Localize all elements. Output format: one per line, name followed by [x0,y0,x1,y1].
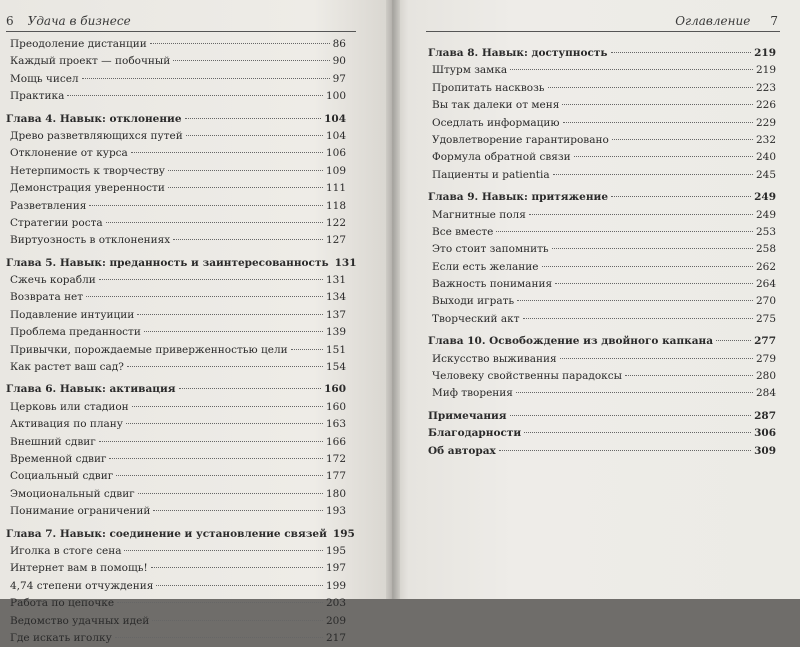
toc-section-entry [428,368,776,385]
toc-dot-leader [552,248,753,249]
toc-entry-page: 131 [334,256,357,269]
toc-section-entry [6,71,346,88]
toc-entry-title: Глава 7. Навык: соединение и установление связей [6,527,327,540]
toc-entry-page: 199 [325,579,346,592]
toc-section-entry [6,88,346,105]
toc-entry-page: 279 [755,352,776,365]
toc-entry-title: Глава 9. Навык: притяжение [428,191,609,204]
toc-entry-page: 229 [755,116,776,129]
toc-entry-page: 277 [754,335,776,348]
toc-section-entry [6,434,346,451]
toc-dot-leader [562,104,753,105]
toc-chapter-entry [428,408,776,425]
toc-dot-leader [499,450,751,451]
toc-section-entry [6,53,346,70]
toc-entry-page: 245 [755,168,776,181]
toc-dot-leader [524,432,751,433]
toc-entry-page: 280 [755,370,776,383]
toc-chapter-entry [428,189,776,206]
toc-entry-title: Преодоление дистанции [10,38,147,50]
toc-section-entry [428,293,776,310]
toc-section-entry [6,145,346,162]
toc-dot-leader [115,637,323,638]
toc-section-entry [6,630,346,647]
toc-entry-page: 97 [332,72,346,85]
toc-entry-title: Ведомство удачных идей [10,614,150,627]
toc-entry-page: 306 [754,427,776,440]
toc-dot-leader [109,458,323,459]
toc-dot-leader [138,493,323,494]
toc-entry-page: 104 [325,129,346,142]
toc-section-entry [428,80,776,97]
toc-dot-leader [86,296,323,297]
toc-entry-title: Привычки, порождаемые приверженностью цели [10,343,288,356]
toc-section-entry [6,359,346,376]
toc-section-entry [428,97,776,114]
toc-section-entry [428,241,776,258]
toc-entry-title: Важность понимания [432,278,553,291]
toc-section-entry [6,128,346,145]
toc-section-entry [428,149,776,166]
toc-entry-page: 284 [755,387,776,400]
toc-entry-page: 151 [325,343,346,356]
toc-dot-leader [173,239,323,240]
toc-entry-page: 270 [755,295,776,308]
toc-dot-leader [153,510,323,511]
right-page [392,0,800,599]
toc-chapter-entry [428,333,776,350]
toc-chapter-entry [6,526,355,543]
toc-entry-page: 86 [332,38,346,50]
toc-section-entry [428,311,776,328]
toc-entry-title: Понимание ограничений [10,505,151,518]
toc-section-entry [6,486,346,503]
toc-entry-title: Разветвления [10,199,87,212]
toc-entry-page: 219 [754,47,776,59]
toc-entry-page: 219 [755,64,776,77]
toc-entry-title: Благодарности [428,427,522,440]
toc-entry-page: 177 [325,470,346,483]
toc-chapter-entry [6,111,346,128]
toc-backmatter-entry [428,425,776,442]
toc-entry-page: 197 [325,562,346,575]
toc-entry-title: Стратегии роста [10,216,103,229]
toc-entry-page: 100 [325,90,346,103]
toc-entry-title: Глава 10. Освобождение из двойного капкана [428,335,714,348]
toc-entry-page: 163 [325,418,346,431]
toc-section-entry [6,503,346,520]
toc-dot-leader [132,406,323,407]
toc-entry-title: Сжечь корабли [10,274,96,287]
toc-dot-leader [82,78,330,79]
toc-entry-title: Возврата нет [10,291,84,304]
toc-entry-page: 264 [755,278,776,291]
toc-dot-leader [168,170,323,171]
toc-entry-title: Каждый проект — побочный [10,55,171,68]
toc-entry-page: 226 [755,99,776,112]
toc-entry-page: 203 [325,597,346,610]
toc-entry-page: 287 [754,409,776,422]
toc-entry-title: Формула обратной связи [432,151,571,164]
toc-entry-page: 209 [325,614,346,627]
toc-entry-page: 131 [325,274,346,287]
right-toc [428,40,776,460]
toc-entry-page: 309 [754,444,776,457]
toc-dot-leader [124,550,322,551]
right-running-title: Оглавление [675,14,751,28]
toc-entry-page: 137 [325,308,346,321]
toc-entry-page: 275 [755,312,776,325]
toc-dot-leader [150,43,330,44]
toc-entry-title: Штурм замка [432,64,508,77]
toc-entry-title: Выходи играть [432,295,515,308]
right-running-head [424,14,778,28]
toc-dot-leader [168,187,323,188]
toc-dot-leader [560,358,753,359]
toc-entry-title: Об авторах [428,444,496,457]
toc-entry-page: 195 [332,527,355,540]
toc-entry-page: 249 [755,208,776,221]
toc-dot-leader [156,585,323,586]
toc-dot-leader [611,52,752,53]
toc-section-entry [6,560,346,577]
toc-dot-leader [173,60,329,61]
toc-entry-page: 240 [755,151,776,164]
toc-dot-leader [548,87,753,88]
toc-entry-title: Активация по плану [10,418,123,431]
toc-entry-title: Как растет ваш сад? [10,361,124,374]
toc-entry-title: Эмоциональный сдвиг [10,487,135,500]
toc-entry-title: Подавление интуиции [10,308,135,321]
toc-section-entry [6,215,346,232]
toc-entry-page: 249 [754,191,776,204]
toc-section-entry [428,132,776,149]
toc-section-entry [428,259,776,276]
toc-section-entry [6,198,346,215]
toc-entry-title: Если есть желание [432,260,539,273]
toc-dot-leader [117,602,323,603]
toc-entry-page: 262 [755,260,776,273]
toc-section-entry [6,578,346,595]
toc-dot-leader [127,366,323,367]
toc-entry-title: Нетерпимость к творчеству [10,164,165,177]
toc-section-entry [6,272,346,289]
toc-dot-leader [625,375,753,376]
left-page [0,0,392,644]
toc-dot-leader [137,314,323,315]
toc-entry-title: Виртуозность в отклонениях [10,234,171,247]
toc-entry-page: 160 [325,400,346,413]
toc-entry-title: Творческий акт [432,312,520,325]
toc-dot-leader [612,139,753,140]
toc-entry-page: 118 [325,199,346,212]
toc-entry-page: 258 [755,243,776,256]
toc-section-entry [428,207,776,224]
toc-entry-title: 4,74 степени отчуждения [10,579,154,592]
toc-section-entry [6,399,346,416]
toc-entry-title: Интернет вам в помощь! [10,562,148,575]
right-header-rule [426,31,780,32]
toc-section-entry [6,468,346,485]
toc-section-entry [6,289,346,306]
toc-entry-page: 109 [325,164,346,177]
toc-dot-leader [529,214,753,215]
toc-entry-page: 232 [755,133,776,146]
toc-entry-page: 160 [324,383,346,396]
toc-dot-leader [510,415,752,416]
toc-dot-leader [542,266,753,267]
toc-dot-leader [126,423,323,424]
toc-entry-title: Иголка в стоге сена [10,544,122,557]
toc-chapter-entry [6,381,346,398]
toc-entry-page: 217 [325,631,346,644]
toc-dot-leader [131,152,323,153]
toc-entry-title: Практика [10,90,65,103]
toc-entry-title: Временной сдвиг [10,452,107,465]
toc-entry-page: 127 [325,234,346,247]
left-page-number: 6 [6,14,14,28]
toc-entry-page: 154 [325,361,346,374]
toc-entry-page: 180 [325,487,346,500]
toc-entry-page: 104 [324,112,346,125]
toc-dot-leader [179,388,322,389]
toc-dot-leader [116,475,323,476]
toc-entry-title: Примечания [428,409,507,422]
toc-section-entry [6,324,346,341]
left-running-head [6,14,372,28]
toc-dot-leader [611,196,751,197]
toc-dot-leader [563,122,753,123]
toc-dot-leader [523,318,753,319]
toc-entry-page: 223 [755,81,776,94]
toc-dot-leader [186,135,323,136]
toc-entry-title: Пропитать насквозь [432,81,545,94]
toc-section-entry [428,115,776,132]
toc-entry-title: Работа по цепочке [10,597,115,610]
toc-entry-title: Где искать иголку [10,631,112,644]
toc-entry-page: 139 [325,326,346,339]
book-gutter [386,0,400,599]
left-running-title: Удача в бизнесе [27,14,131,28]
toc-entry-title: Искусство выживания [432,352,557,365]
toc-entry-title: Внешний сдвиг [10,435,96,448]
toc-section-entry [6,342,346,359]
toc-dot-leader [89,205,323,206]
toc-entry-page: 106 [325,147,346,160]
toc-section-entry [6,36,346,53]
toc-entry-title: Глава 6. Навык: активация [6,383,176,396]
toc-entry-title: Церковь или стадион [10,400,129,413]
toc-dot-leader [517,300,753,301]
toc-entry-page: 193 [325,505,346,518]
toc-chapter-entry [6,255,357,272]
toc-entry-page: 90 [332,55,346,68]
toc-section-entry [6,543,346,560]
toc-entry-title: Человеку свойственны парадоксы [432,370,622,383]
toc-entry-page: 195 [325,544,346,557]
toc-entry-title: Древо разветвляющихся путей [10,129,183,142]
toc-entry-page: 166 [325,435,346,448]
toc-section-entry [6,595,346,612]
toc-dot-leader [106,222,323,223]
toc-dot-leader [67,95,323,96]
toc-dot-leader [555,283,753,284]
toc-entry-title: Социальный сдвиг [10,470,114,483]
toc-dot-leader [553,174,753,175]
toc-section-entry [6,180,346,197]
toc-entry-title: Глава 5. Навык: преданность и заинтересованность [6,256,329,269]
toc-section-entry [6,613,346,630]
toc-dot-leader [716,340,751,341]
toc-entry-title: Удовлетворение гарантировано [432,133,609,146]
toc-entry-title: Все вместе [432,225,494,238]
toc-entry-page: 122 [325,216,346,229]
toc-section-entry [6,232,346,249]
toc-entry-page: 111 [325,182,346,195]
toc-section-entry [428,224,776,241]
toc-entry-title: Мощь чисел [10,72,79,85]
toc-dot-leader [291,349,323,350]
toc-section-entry [428,167,776,184]
toc-section-entry [6,451,346,468]
toc-dot-leader [574,156,753,157]
toc-entry-title: Вы так далеки от меня [432,99,560,112]
toc-entry-title: Магнитные поля [432,208,526,221]
toc-section-entry [6,416,346,433]
toc-dot-leader [99,441,323,442]
toc-entry-title: Проблема преданности [10,326,141,339]
left-header-rule [6,31,356,32]
toc-backmatter-entry [428,443,776,460]
toc-entry-title: Пациенты и patientia [432,168,550,181]
toc-entry-title: Это стоит запомнить [432,243,549,256]
toc-dot-leader [185,118,322,119]
toc-section-entry [428,276,776,293]
toc-entry-title: Глава 4. Навык: отклонение [6,112,182,125]
toc-entry-title: Глава 8. Навык: доступность [428,47,608,59]
toc-entry-page: 253 [755,225,776,238]
toc-section-entry [6,163,346,180]
toc-section-entry [428,351,776,368]
toc-section-entry [428,62,776,79]
right-page-number: 7 [770,14,778,28]
toc-section-entry [428,385,776,402]
toc-entry-title: Миф творения [432,387,513,400]
toc-dot-leader [99,279,323,280]
toc-entry-title: Демонстрация уверенности [10,182,165,195]
toc-entry-page: 134 [325,291,346,304]
toc-dot-leader [516,392,753,393]
toc-dot-leader [144,331,323,332]
toc-chapter-entry [428,45,776,62]
left-toc [6,36,357,647]
toc-entry-title: Отклонение от курса [10,147,128,160]
toc-entry-page: 172 [325,452,346,465]
toc-dot-leader [496,231,753,232]
toc-section-entry [6,307,346,324]
toc-dot-leader [151,567,323,568]
toc-dot-leader [510,69,753,70]
toc-entry-title: Оседлать информацию [432,116,560,129]
toc-dot-leader [152,620,323,621]
